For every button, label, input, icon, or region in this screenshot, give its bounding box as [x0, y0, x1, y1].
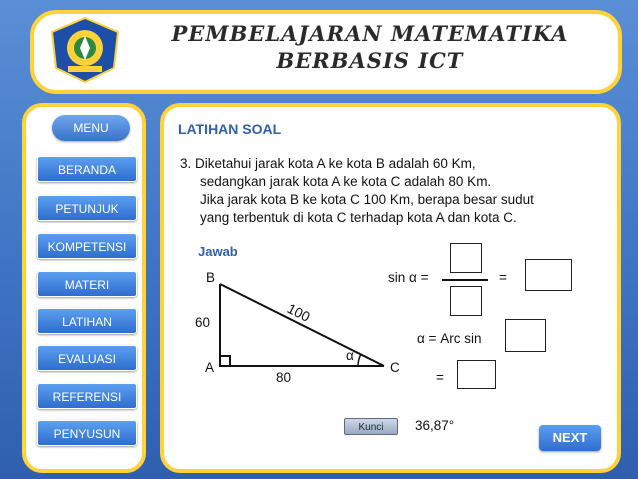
- arcsin-input-box: [505, 319, 546, 352]
- angle-arc: [358, 354, 361, 366]
- sin-equals-sign: =: [499, 270, 507, 285]
- arcsin-formula-label: α = Arc sin: [417, 331, 482, 346]
- angle-alpha-symbol: α: [346, 348, 354, 363]
- question-line-1: 3. Diketahui jarak kota A ke kota B adalah 60 Km,: [180, 156, 476, 171]
- denominator-box: [450, 286, 482, 316]
- title-line-2: BERBASIS ICT: [276, 48, 464, 73]
- vertex-a-label: A: [205, 360, 215, 375]
- question-line-2: sedangkan jarak kota A ke kota C adalah 80 Km.: [200, 174, 492, 189]
- side-ab-value: 60: [195, 315, 211, 330]
- kunci-button[interactable]: Kunci: [344, 418, 398, 435]
- vertex-c-label: C: [390, 360, 400, 375]
- fraction-line: [442, 279, 488, 281]
- nav-petunjuk-button[interactable]: PETUNJUK: [37, 195, 137, 221]
- menu-label: MENU: [52, 115, 130, 141]
- title-line-1: PEMBELAJARAN MATEMATIKA: [171, 21, 569, 46]
- question-line-3: Jika jarak kota B ke kota C 100 Km, berapa besar sudut: [200, 192, 534, 207]
- nav-referensi-button[interactable]: REFERENSI: [37, 383, 137, 409]
- next-button[interactable]: NEXT: [539, 425, 601, 451]
- right-angle-mark: [220, 356, 230, 366]
- vertex-b-label: B: [206, 270, 216, 285]
- nav-kompetensi-button[interactable]: KOMPETENSI: [37, 233, 137, 259]
- arcsin-equals-sign: =: [436, 370, 444, 385]
- result-value: 36,87°: [415, 418, 455, 433]
- side-bc-value: 100: [284, 300, 313, 325]
- side-bc-line: [220, 284, 384, 366]
- question-line-4: yang terbentuk di kota C terhadap kota A dan kota C.: [200, 210, 517, 225]
- nav-materi-button[interactable]: MATERI: [37, 271, 137, 297]
- nav-penyusun-button[interactable]: PENYUSUN: [37, 420, 137, 446]
- arcsin-result-box: [457, 360, 496, 389]
- numerator-box: [450, 243, 482, 273]
- side-ac-value: 80: [276, 370, 292, 385]
- sin-result-box: [525, 259, 572, 291]
- answer-label: Jawab: [198, 244, 238, 259]
- nav-beranda-button[interactable]: BERANDA: [37, 156, 137, 182]
- section-title: LATIHAN SOAL: [178, 121, 282, 137]
- nav-latihan-button[interactable]: LATIHAN: [37, 308, 137, 334]
- sin-formula-label: sin α =: [388, 270, 429, 285]
- nav-evaluasi-button[interactable]: EVALUASI: [37, 345, 137, 371]
